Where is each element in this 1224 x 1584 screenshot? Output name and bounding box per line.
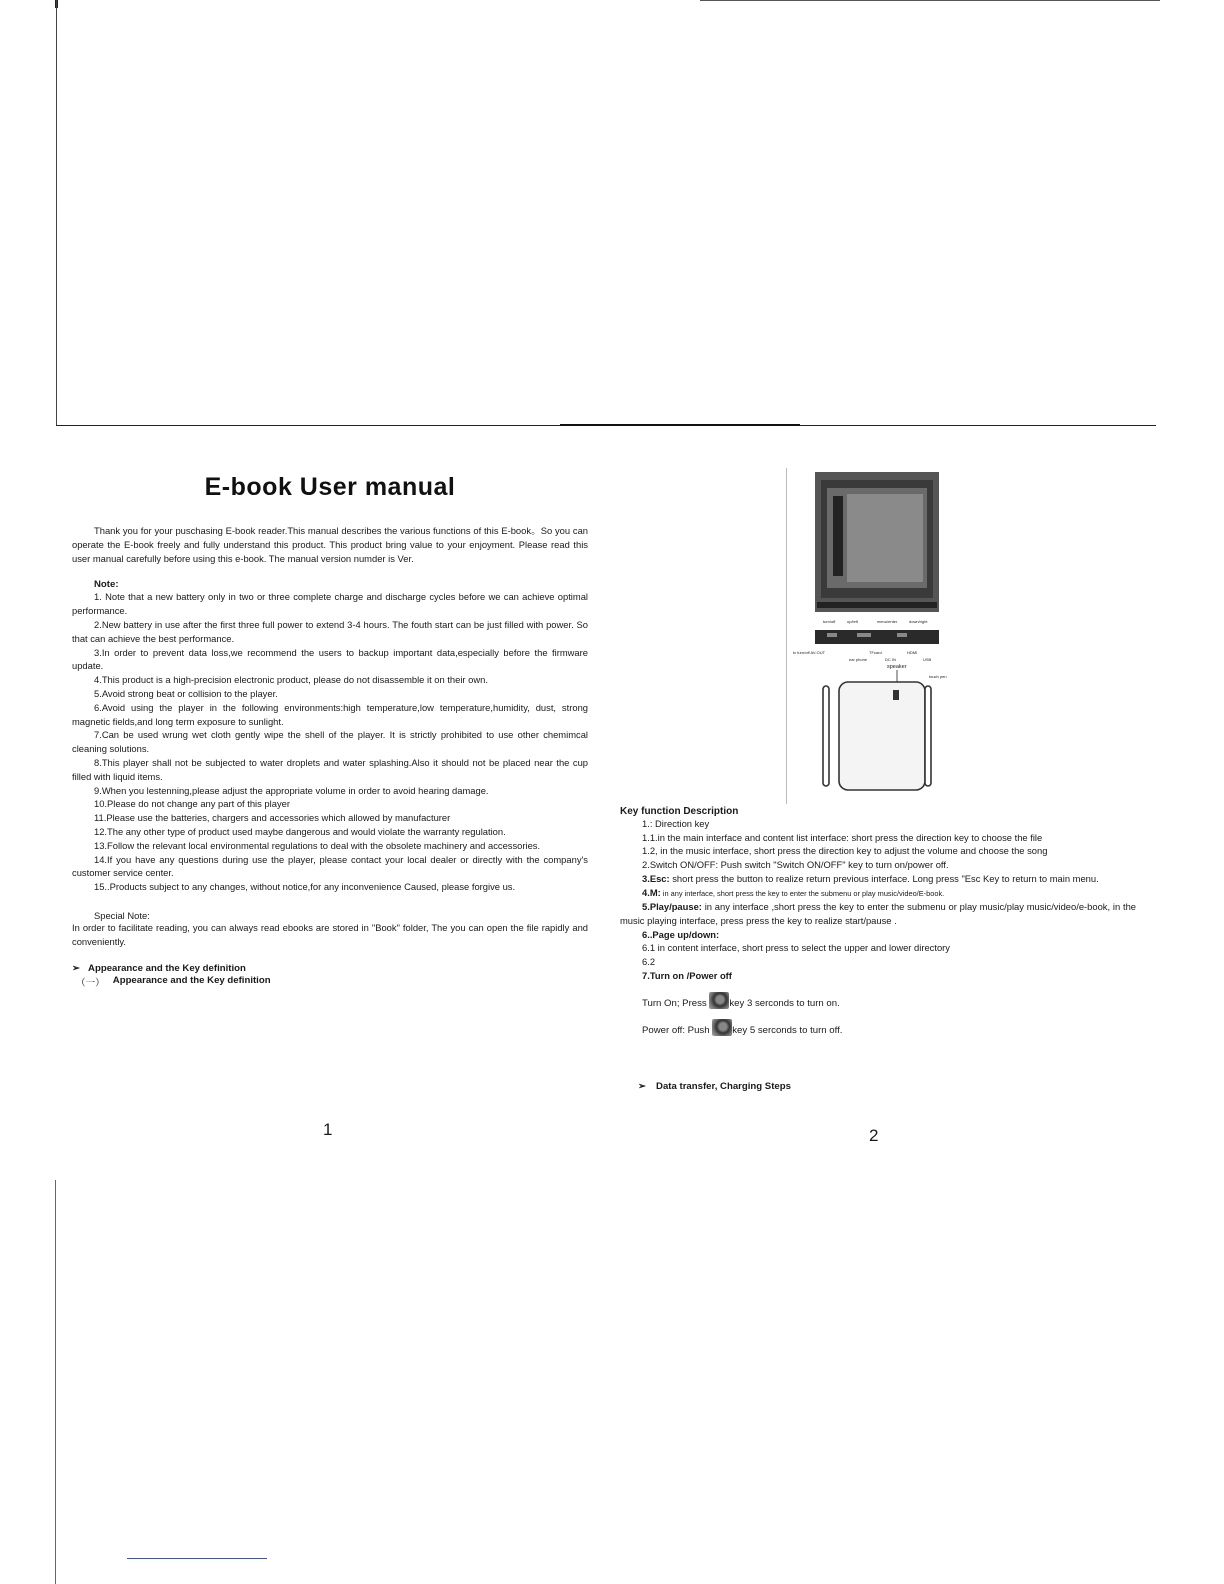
left-page: [72, 465, 588, 989]
note-heading: Note:: [94, 579, 119, 591]
right-page: [620, 806, 1136, 1092]
key-line: 6.2: [642, 956, 656, 968]
device-figure: [786, 468, 967, 804]
note-item: 4.This product is a high-precision electronic product, please do not disassemble it on their own.: [94, 674, 488, 686]
key-line: 4.M: in any interface, short press the key to enter the submenu or play music/video/E-book.: [642, 886, 945, 898]
key-line: 1.2, in the music interface, short press the direction key to adjust the volume and choose the song: [642, 845, 1048, 857]
page-number-right: 2: [869, 1126, 879, 1145]
key-line: 3.Esc: short press the button to realize return previous interface. Long press "Esc Key to return to main menu.: [642, 872, 1099, 884]
scan-top-edge: [700, 0, 1160, 1]
power-key-icon: [709, 992, 729, 1009]
appearance-heading: Appearance and the Key definition: [88, 962, 246, 974]
notes-list: [72, 590, 588, 894]
special-note-heading: Special Note:: [94, 909, 150, 921]
power-off-line: [642, 1019, 1136, 1036]
label-ear-phone: ear phone: [849, 657, 868, 662]
label-up-left: up/left: [847, 619, 858, 624]
data-transfer-heading: Data transfer, Charging Steps: [656, 1081, 791, 1093]
device-left-edge: [823, 686, 829, 786]
arrow-bullet-icon: ➢: [638, 1081, 647, 1093]
note-item: 10.Please do not change any part of this player: [94, 798, 290, 810]
intro-paragraph: Thank you for your puschasing E-book reader.This manual describes the various functions of this E-book。So you can operate the E-book freely and fully understand this product. This product bring value to your enjoyment. Please read this user manual carefully before using this e-book. The manual version numder is Ver.: [72, 525, 588, 564]
key-function-title: Key function Description: [620, 806, 739, 817]
turn-on-line: [642, 992, 1136, 1009]
label-speaker: speaker: [887, 664, 907, 670]
label-dc-in: DC IN: [885, 657, 896, 662]
power-off-suffix: key 5 serconds to turn off.: [732, 1025, 843, 1037]
key-line: 1.: Direction key: [642, 818, 710, 829]
label-tv-av-out: tv turn/off AV-OUT: [793, 650, 826, 655]
note-item: 6.Avoid using the player in the following environments:high temperature,low temperature,humidity, dust, strong magnetic fields,and long term exposure to sunlight.: [72, 701, 588, 727]
note-item: 9.When you lestenning,please adjust the appropriate volume in order to avoid hearing damage.: [94, 784, 489, 796]
label-tfcard: TFcard: [869, 650, 882, 655]
scan-bottom-mark: [127, 1558, 267, 1559]
note-item: 5.Avoid strong beat or collision to the player.: [94, 687, 278, 699]
page-title: E-book User manual: [204, 473, 456, 501]
label-hdmi: HDMI: [907, 650, 918, 655]
key-line: 2.Switch ON/OFF: Push switch "Switch ON/OFF" key to turn on/power off.: [642, 859, 949, 871]
power-key-icon: [712, 1019, 732, 1036]
scan-left-edge-upper: [56, 0, 57, 426]
note-item: 7.Can be used wrung wet cloth gently wipe the shell of the player. It is strictly prohibited to use other chemimcal cleaning solutions.: [72, 729, 588, 755]
power-off-text: Power off: Push: [642, 1025, 710, 1037]
device-right-edge: [925, 686, 931, 786]
note-item: 8.This player shall not be subjected to water droplets and water splashing.Also it should not be placed near the cup filled with liquid items.: [72, 756, 588, 782]
device-back: [839, 682, 925, 790]
appearance-subheading: [76, 975, 588, 989]
note-item: 12.The any other type of product used maybe dangerous and would violate the warranty regulation.: [94, 825, 506, 837]
label-usb: USB: [923, 657, 932, 662]
turn-on-suffix: key 3 serconds to turn on.: [729, 998, 840, 1010]
key-line: 1.1.in the main interface and content list interface: short press the direction key to choose the file: [642, 831, 1043, 843]
note-item: 14.If you have any questions during use the player, please contact your local dealer or directly with the company's customer service center.: [72, 853, 588, 879]
page-number-left: 1: [323, 1120, 333, 1139]
special-note-text: In order to facilitate reading, you can always read ebooks are stored in "Book" folder, The you can open the file rapidly and conveniently.: [72, 921, 588, 947]
key-line: 5.Play/pause: in any interface ,short press the key to enter the submenu or play music/play music/video/e-book, in the music playing interface, press press the key to realize start/pause .: [620, 901, 1136, 926]
key-line: 7.Turn on /Power off: [642, 969, 732, 981]
fold-line-dark: [560, 424, 800, 426]
label-touch-pen: touch pen: [929, 674, 947, 679]
arrow-bullet-icon: ➢: [72, 962, 81, 974]
scan-left-edge-lower: [55, 1180, 56, 1584]
label-down-right: down/right: [909, 619, 928, 624]
appearance-subheading-text: Appearance and the Key definition: [112, 974, 271, 986]
note-item: 15..Products subject to any changes, without notice,for any inconvenience Caused, please forgive us.: [94, 881, 516, 893]
data-transfer-bullet: [638, 1081, 1136, 1092]
key-line: 6..Page up/down:: [642, 928, 720, 940]
note-item: 13.Follow the relevant local environmental regulations to deal with the obsolete machinery and accessories.: [94, 839, 541, 851]
note-item: 1. Note that a new battery only in two or three complete charge and discharge cycles before we can achieve optimal performance.: [72, 591, 588, 617]
key-line: 6.1 in content interface, short press to select the upper and lower directory: [642, 942, 950, 954]
note-item: 11.Please use the batteries, chargers and accessories which allowed by manufacturer: [94, 812, 451, 824]
turn-on-text: Turn On; Press: [642, 998, 707, 1010]
note-item: 3.In order to prevent data loss,we recommend the users to backup important data,especially before the firmware update.: [72, 646, 588, 672]
appearance-bullet: [72, 963, 588, 974]
device-diagram: [787, 468, 967, 804]
label-turn-off: turn/off: [823, 619, 836, 624]
label-menu-enter: menu/enter: [877, 619, 898, 624]
note-item: 2.New battery in use after the first three full power to extend 3-4 hours. The fouth start can be just filled with power. So that can achieve the best performance.: [72, 618, 588, 644]
section-marker: （一）: [76, 977, 105, 989]
